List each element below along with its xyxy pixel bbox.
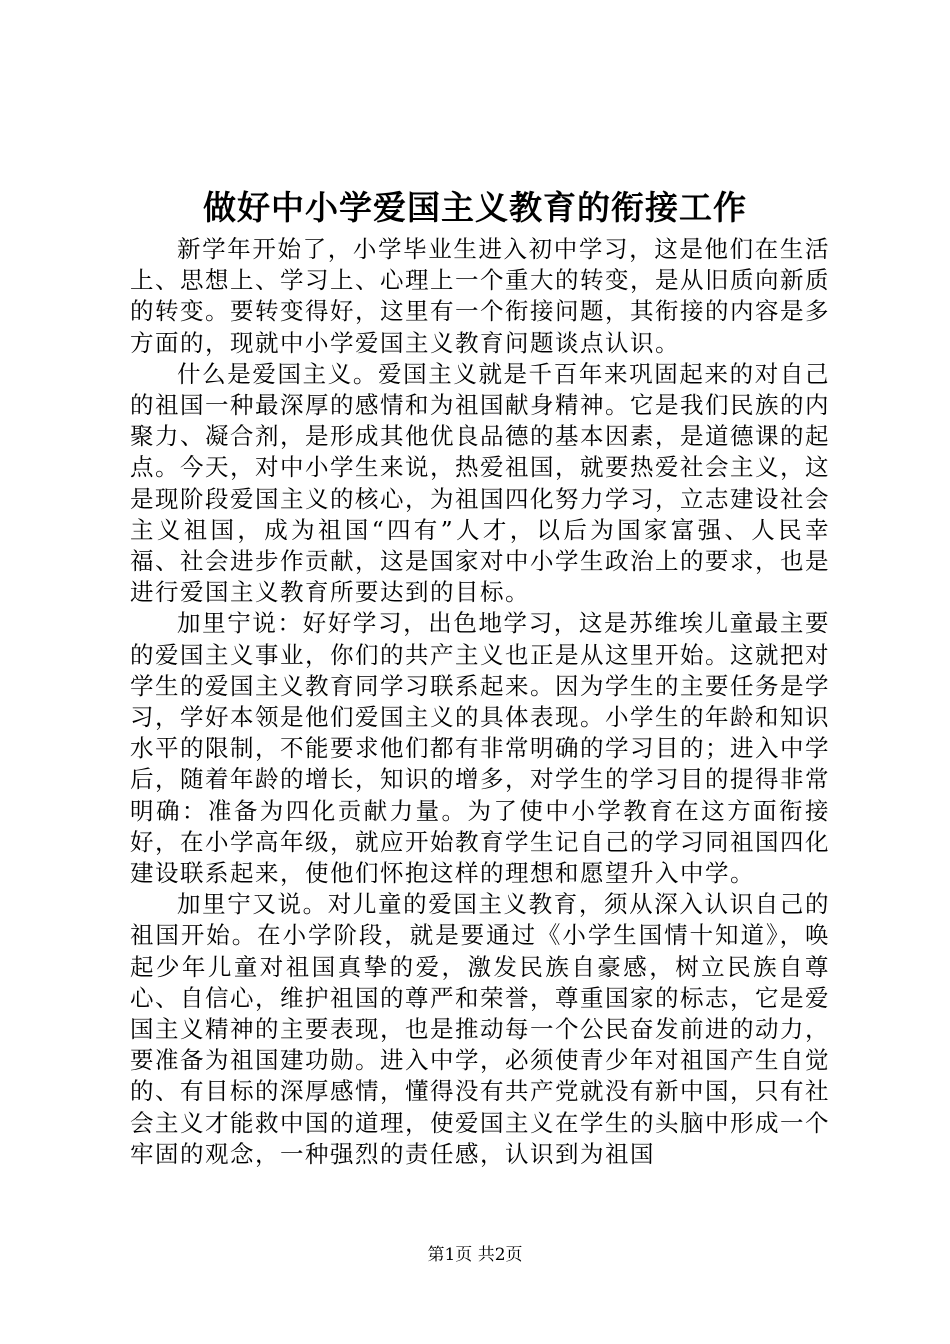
page-footer <box>0 1243 950 1267</box>
paragraph: 加里宁又说。对儿童的爱国主义教育，须从深入认识自己的祖国开始。在小学阶段，就是要通过《小学生国情十知道》，唤起少年儿童对祖国真挚的爱，激发民族自豪感，树立民族自尊心、自信心，维护祖国的尊严和荣誉，尊重国家的标志，它是爱国主义精神的主要表现，也是推动每一个公民奋发前进的动力，要准备为祖国建功勋。进入中学，必须使青少年对祖国产生自觉的、有目标的深厚感情，懂得没有共产党就没有新中国，只有社会主义才能救中国的道理，使爱国主义在学生的头脑中形成一个牢固的观念，一种强烈的责任感，认识到为祖国 <box>130 890 830 1168</box>
document-body <box>130 234 830 1170</box>
paragraph: 什么是爱国主义。爱国主义就是千百年来巩固起来的对自己的祖国一种最深厚的感情和为祖国献身精神。它是我们民族的内聚力、凝合剂，是形成其他优良品德的基本因素，是道德课的起点。今天，对中小学生来说，热爱祖国，就要热爱社会主义，这是现阶段爱国主义的核心，为祖国四化努力学习，立志建设社会主义祖国，成为祖国“四有”人才，以后为国家富强、人民幸福、社会进步作贡献，这是国家对中小学生政治上的要求，也是进行爱国主义教育所要达到的目标。 <box>130 359 830 607</box>
paragraph: 新学年开始了，小学毕业生进入初中学习，这是他们在生活上、思想上、学习上、心理上一个重大的转变，是从旧质向新质的转变。要转变得好，这里有一个衔接问题，其衔接的内容是多方面的，现就中小学爱国主义教育问题谈点认识。 <box>130 235 830 357</box>
page-number: 第1页 共2页 <box>427 1245 523 1265</box>
document-title: 做好中小学爱国主义教育的衔接工作 <box>203 188 747 227</box>
paragraph: 加里宁说：好好学习，出色地学习，这是苏维埃儿童最主要的爱国主义事业，你们的共产主义也正是从这里开始。这就把对学生的爱国主义教育同学习联系起来。因为学生的主要任务是学习，学好本领是他们爱国主义的具体表现。小学生的年龄和知识水平的限制，不能要求他们都有非常明确的学习目的；进入中学后，随着年龄的增长，知识的增多，对学生的学习目的提得非常明确：准备为四化贡献力量。为了使中小学教育在这方面衔接好，在小学高年级，就应开始教育学生记自己的学习同祖国四化建设联系起来，使他们怀抱这样的理想和愿望升入中学。 <box>130 609 830 888</box>
